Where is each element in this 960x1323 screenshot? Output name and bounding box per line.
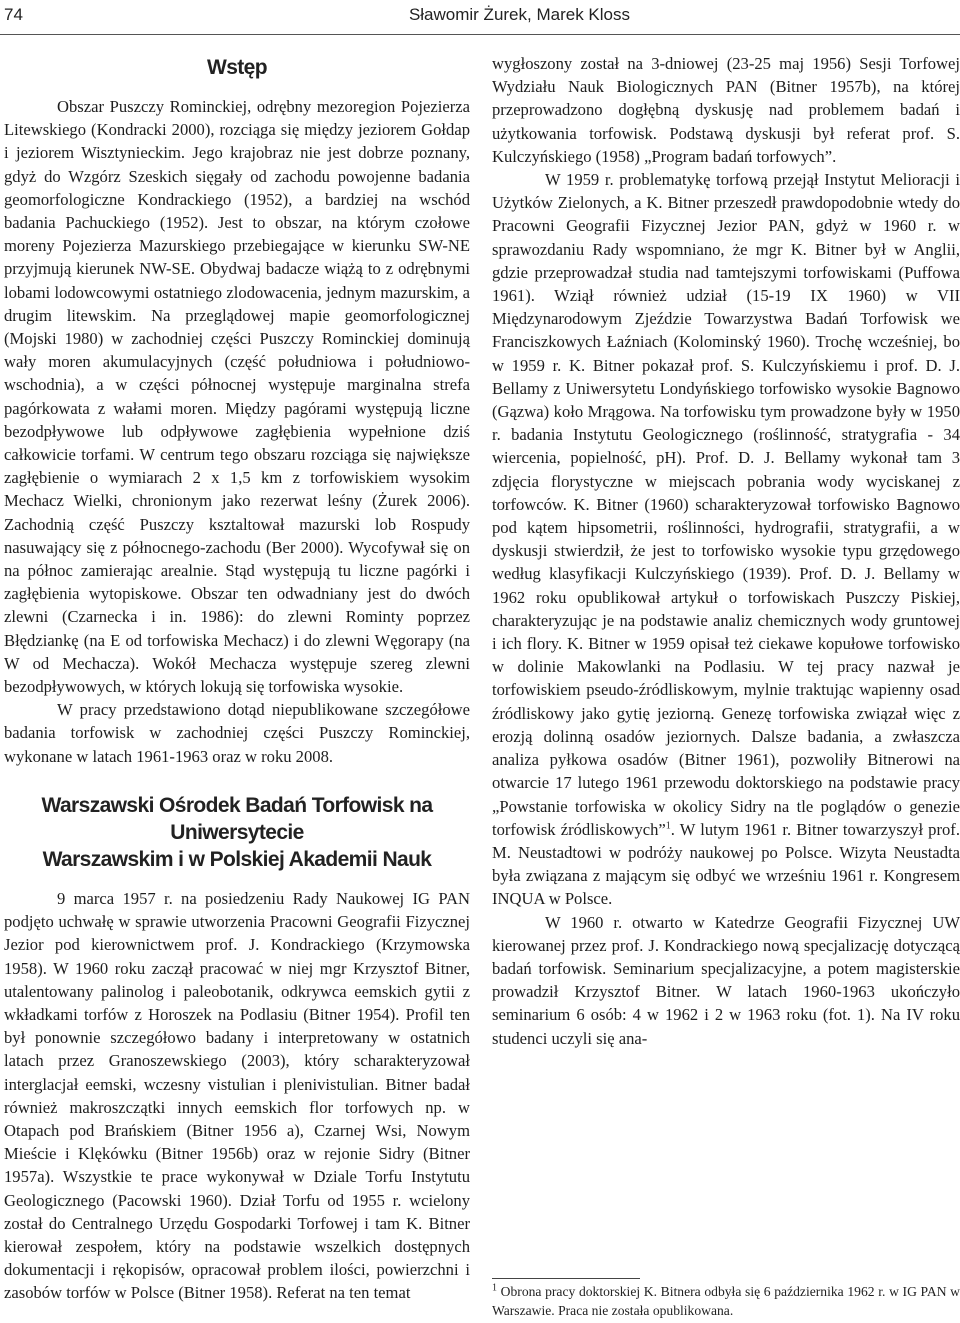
intro-paragraph-1: Obszar Puszczy Rominckiej, odrębny mezoregion Pojezierza Litewskiego (Kondracki 2000), rozciąga się między jeziorem Gołdap i jeziorem Wisztynieckim. Jego krajobraz nie jest dobrze poznany, gdyż do Wzgórz Szeskich sięgały od zachodu powojenne badania geomorfologiczne Kondrackiego (1952), a bardziej na wschód badania Pachuckiego (1952). Jest to obszar, na którym czołowe moreny Pojezierza Mazurskiego przebiegające w kierunku SW-NE przyjmują kierunek NW-SE. Obydwaj badacze wiążą to z odrębnymi lobami lodowcowymi ostatniego zlodowacenia, jednym mazurskim, a drugim litewskim. Na przeglądowej mapie geomorfologicznej (Mojski 1980) w zachodniej części Puszczy Rominckiej dominują wały moren akumulacyjnych (część południowa i południowo-wschodnia), a w części północnej występuje marginalna strefa pagórkowata z wałami moren. Między pagórami występują liczne bezodpływowe lub odpływowe zagłębienia wypełnione dziś całkowicie torfami. W centrum tego obszaru rozciąga się największe zagłębienie o wymiarach 2 x 1,5 km z torfowiskiem wysokim Mechacz Wielki, chronionym jako rezerwat leśny (Żurek 2006). Zachodnią część Puszczy ksztaltował mazurski lob Rospudy nasuwający się z północnego-zachodu (Ber 2000). Wycofywał się on na północ zamierając arealnie. Stąd występują tu liczne pagórki i zagłębienia wytopiskowe. Obszar ten odwadniany jest do dwóch zlewni (Czarnecka i in. 1986): do zlewni Rominty poprzez Błędziankę (na E od torfowiska Mechacz) i do zlewni Węgorapy (na W od Mechacza). Wokół Mechacza występuje szereg zlewni bezodpływowych, w których lokują się torfowiska wysokie. bbox=[4, 97, 470, 697]
section-title-intro: Wstęp bbox=[206, 56, 267, 79]
footnote-divider bbox=[492, 1278, 640, 1279]
section2-paragraph-1 bbox=[4, 887, 470, 1305]
right-column bbox=[492, 52, 960, 1050]
footnote-reference[interactable]: 1 bbox=[665, 820, 671, 832]
footnote-number: 1 bbox=[492, 1282, 497, 1294]
intro-paragraph-2: W pracy przedstawiono dotąd niepublikowane szczegółowe badania torfowisk w zachodniej części Puszczy Rominckiej, wykonane w latach 1961-1963 oraz w roku 2008. bbox=[4, 700, 470, 766]
section-title-line-1: Warszawski Ośrodek Badań Torfowisk na Uniwersytecie bbox=[41, 793, 433, 844]
page-number: 74 bbox=[4, 5, 23, 24]
footnote bbox=[492, 1282, 960, 1320]
left-column bbox=[4, 42, 470, 1305]
section2-paragraph-1-text: 9 marca 1957 r. na posiedzeniu Rady Naukowej IG PAN podjęto uchwałę w sprawie utworzenia Pracowni Geografii Fizycznej Jezior pod kierownictwem prof. J. Kondrackiego (Krzymowska 1958). W 1960 roku zaczął pracować w niej mgr Krzysztof Bitner, utalentowany palinolog i paleobotanik, odkrywca eemskich gytii z wkładkami torfów z Horoszek na Podlasiu (Bitner 1954). Profil ten był ponownie szczegółowo badany i interpretowany w ostatnich latach przez Granoszewskiego (2003), który scharakteryzował interglacjał eemski, wczesny vistulian i plenivistulian. Bitner badał również makroszczątki innych eemskich flor torfowych np. w Otapach pod Brańskiem (Bitner 1956 a), Czarnej Wsi, Nowym Mieście i Klękówku (Bitner 1956b) oraz w rejonie Sidry (Bitner 1957a). Wszystkie te prace wykonywał w Dziale Torfu Instytutu Geologicznego (Pacowski 1960). Dział Torfu od 1955 r. wcielony został do Centralnego Urzędu Gospodarki Torfowej i tam K. Bitner kierował zespołem, który na podstawie wszelkich dostępnych dokumentacji i rękopisów, opracował problem ilości, powierzchni i zasobów torfów w Polsce (Bitner 1958). Referat na ten temat bbox=[4, 888, 470, 1303]
footnote-text: Obrona pracy doktorskiej K. Bitnera odbyła się 6 października 1962 r. w IG PAN w Warszawie. Praca nie została opublikowana. bbox=[492, 1284, 960, 1318]
running-header bbox=[0, 0, 960, 35]
section2-paragraph-2-text: W 1959 r. problematykę torfową przejął Instytut Melioracji i Użytków Zielonych, a K. Bitner przeszedł prawdopodobnie wtedy do Pracowni Geografii Fizycznej Jezior PAN, gdyż w 1960 r. w sprawozdaniu Rady wspomniano, że mgr K. Bitner był w Anglii, gdzie przeprowadzał studia nad tamtejszymi torfowiskami (Puffowa 1961). Wziął również udział (15-19 IX 1960) w VII Międzynarodowym Zjeździe Towarzystwa Badań Torfowisk we Franciszkowych Łaźniach (Kolominský 1960). Trochę wcześniej, bo w 1959 r. K. Bitner pokazał prof. S. Kulczyńskiemu i prof. D. J. Bellamy z Uniwersytetu Londyńskiego torfowisko wysokie Bagnowo (Gązwa) koło Mrągowa. Na torfowisku tym prowadzone były w 1950 r. badania Instytutu Geologicznego (roślinność, stratygrafia - 34 wiercenia, popielność, pH). Prof. D. J. Bellamy wykonał tam 3 zdjęcia florystyczne w miejscach pobrania wody wyciskanej z torfowców. K. Bitner (1960) scharakteryzował torfowisko Bagnowo pod kątem hipsometrii, roślinności, hydrografii, stratygrafii, a w dyskusji stwierdził, że jest to torfowisko wysokie typu grzędowego według klasyfikacji Kulczyńskiego (1939). Prof. D. J. Bellamy w 1962 roku opublikował artykuł o torfowiskach Puszczy Piskiej, charakteryzując je na podstawie analiz chemicznych wody gruntowej i ich flory. K. Bitner w 1959 opisał też ciekawe kopułowe torfowisko w dolinie Makowlanki na Podlasiu. W tej pracy nazwał je torfowiskiem pseudo-źródliskowym, mylnie traktując wapienny osad źródliskowy jako gytię jeziorną. Genezę torfowiska związał więc z erozją dolinną osadów jeziornych. Dalsze badania, a zwłaszcza analiza pyłkowa osadów (Bitner 1961), pozwoliły Bitnerowi na otwarcie 17 lutego 1961 przewodu doktorskiego na podstawie pracy „Powstanie torfowiska w okolicy Sidry na tle poglądów o genezie torfowisk źródliskowych” bbox=[492, 170, 960, 839]
section-title-line-2: Warszawskim i w Polskiej Akademii Nauk bbox=[42, 847, 432, 871]
section2-paragraph-2-end: . W lutym 1961 r. Bitner towarzyszył prof. M. Neustadtowi w podróży naukowej po Polsce. Wizyta Neustadta była związana z mającym się odbyć we wrześniu 1961 r. Kongresem INQUA w Polsce. bbox=[492, 819, 960, 909]
section2-paragraph-1-continued: wygłoszony został na 3-dniowej (23-25 maj 1956) Sesji Torfowej Wydziału Nauk Biologicznych PAN (Bitner 1957b), na której przeprowadzono dogłębną dyskusję nad problemem badań i użytkowania torfowisk. Podstawą dyskusji był referat prof. S. Kulczyńskiego (1958) „Program badań torfowych”. bbox=[492, 54, 960, 166]
section2-paragraph-2 bbox=[492, 168, 960, 911]
section2-paragraph-3: W 1960 r. otwarto w Katedrze Geografii Fizycznej UW kierowanej przez prof. J. Kondrackiego nową specjalizację dotyczącą badań torfowisk. Seminarium specjalizacyjne, a potem magisterskie prowadził Krzysztof Bitner. W latach 1960-1963 ukończyło seminarium 6 osób: 4 w 1962 i 2 w 1963 roku (fot. 1). Na IV roku studenci uczyli się ana- bbox=[492, 912, 960, 1048]
running-head-authors: Sławomir Żurek, Marek Kloss bbox=[408, 5, 630, 24]
section-title-warsaw-centre bbox=[4, 792, 470, 873]
